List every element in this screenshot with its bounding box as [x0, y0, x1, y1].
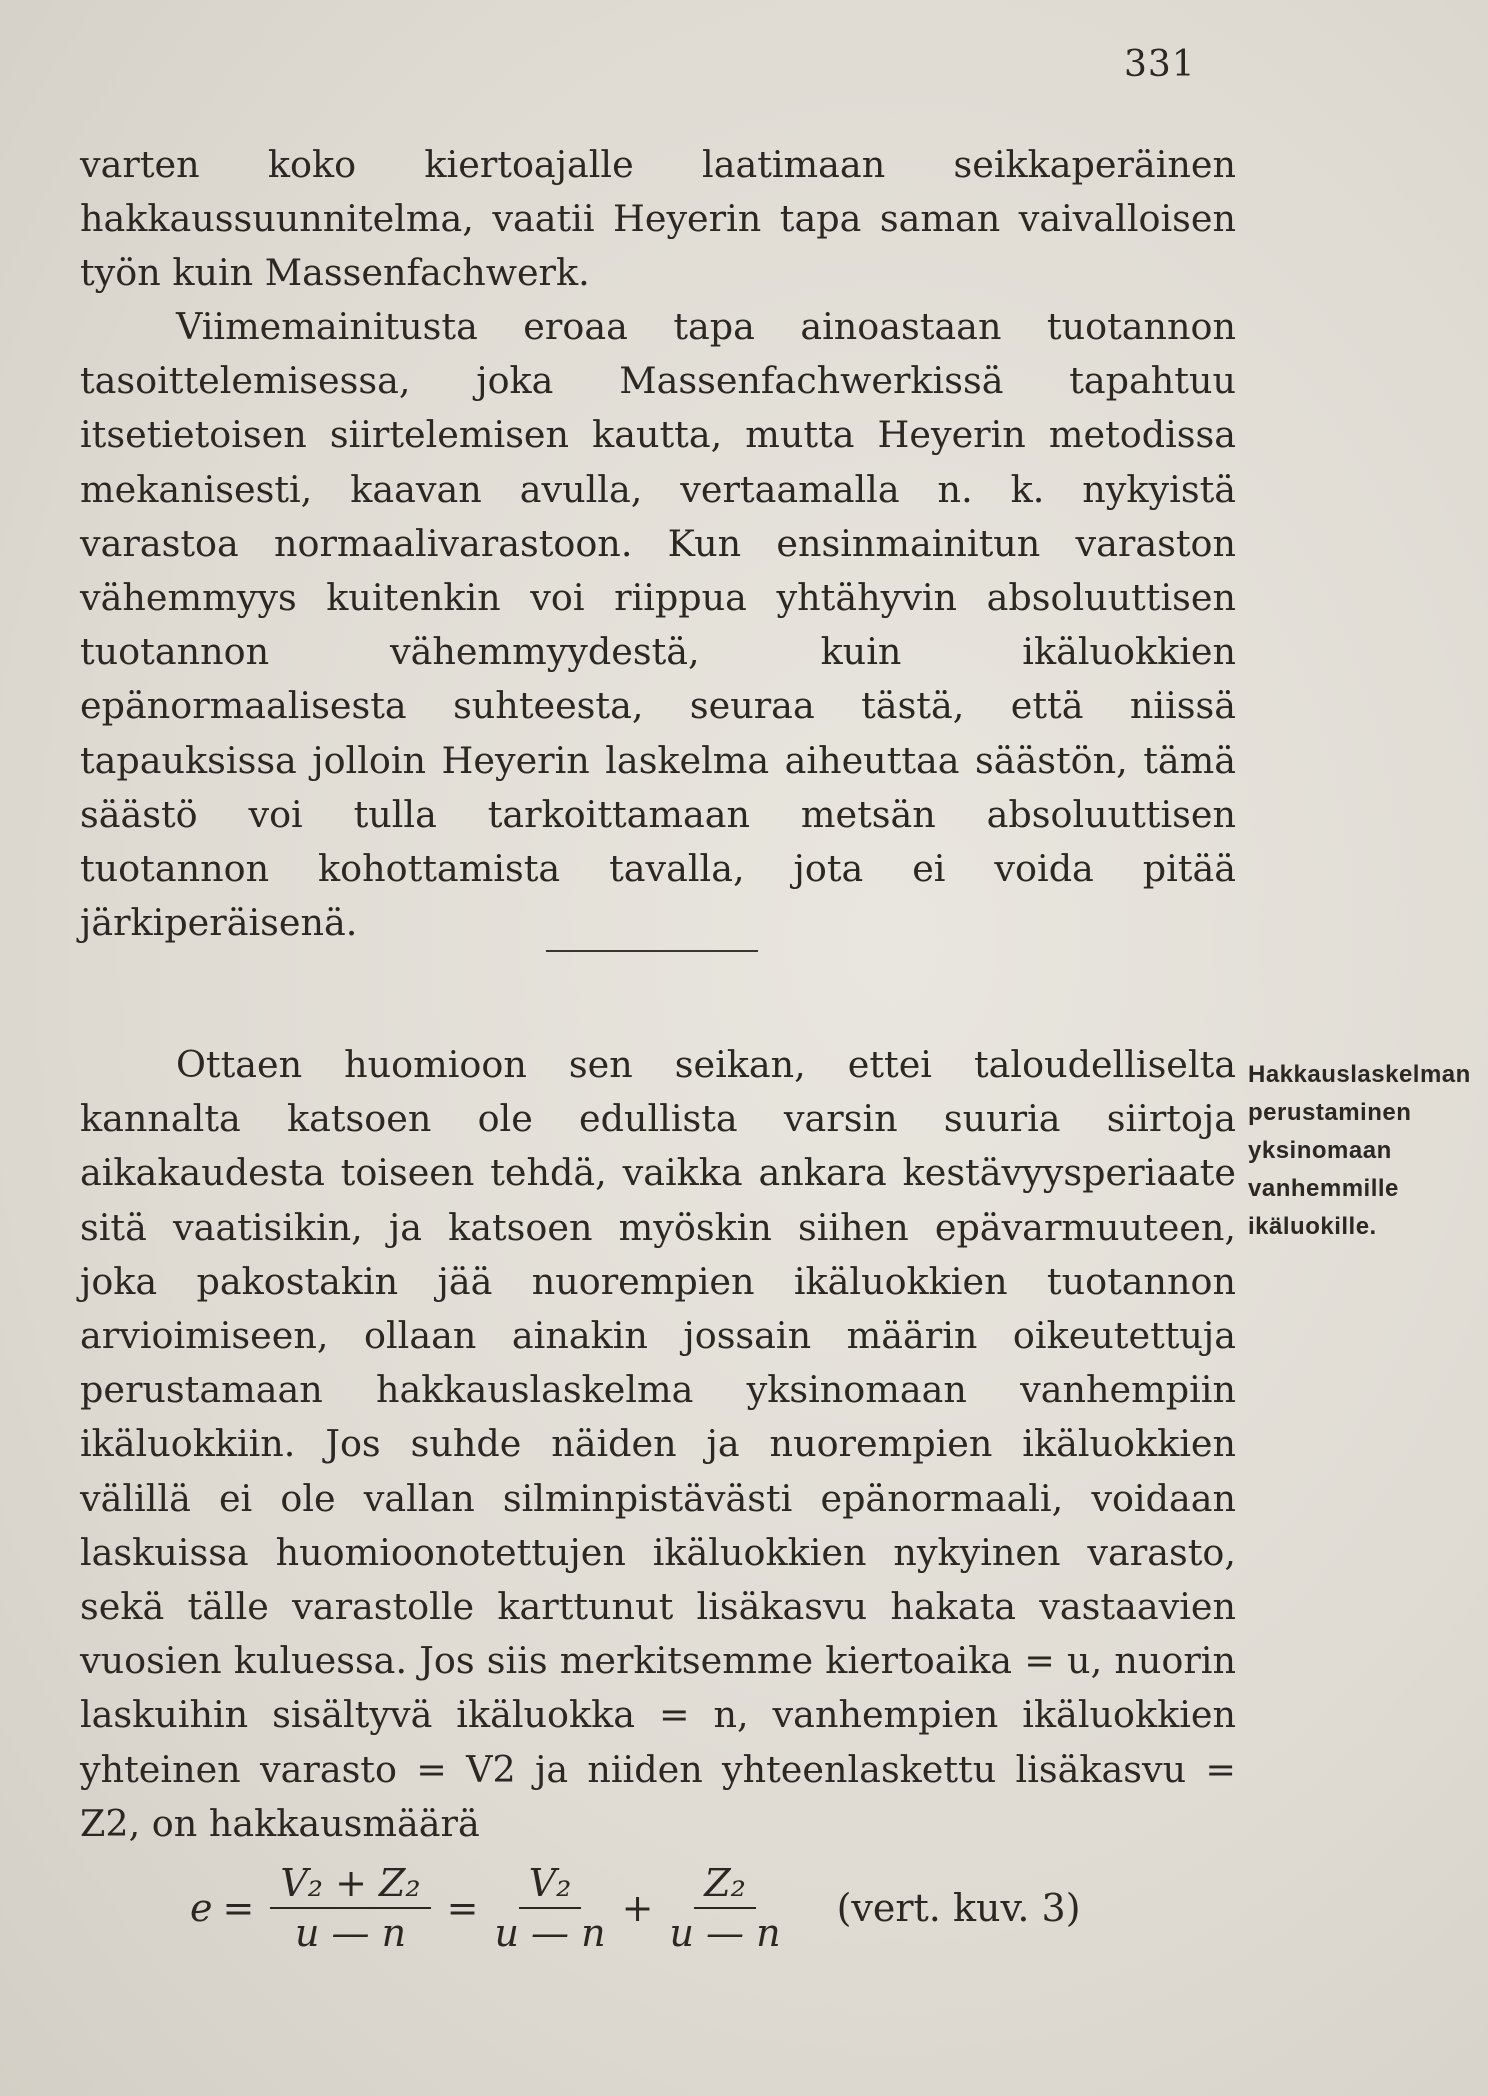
formula-lhs: e [190, 1886, 213, 1930]
formula-equals-2: = [446, 1886, 479, 1930]
formula-reference: (vert. kuv. 3) [836, 1886, 1081, 1930]
fraction-2-denominator: u — n [494, 1911, 606, 1955]
formula-equals-1: = [222, 1886, 255, 1930]
paragraph-2: Viimemainitusta eroaa tapa ainoastaan tuotannon tasoittelemisessa, joka Massenfachwerkissä tapahtuu itsetietoisen siirtelemisen kautta, mutta Heyerin metodissa mekanisesti, kaavan avulla, vertaamalla n. k. nykyistä varastoa normaalivarastoon. Kun ensinmainitun varaston vähemmyys kuitenkin voi riippua yhtähyvin absoluuttisen tuotannon vähemmyydestä, kuin ikäluokkien epänormaalisesta suhteesta, seuraa tästä, että niissä tapauksissa jolloin Heyerin laskelma aiheuttaa säästön, tämä säästö voi tulla tarkoittamaan metsän absoluuttisen tuotannon kohottamista tavalla, jota ei voida pitää järkiperäisenä. [80, 305, 1236, 945]
formula-fraction-3 [669, 1861, 780, 1955]
paragraph-1: varten koko kiertoajalle laatimaan seikkaperäinen hakkaussuunnitelma, vaatii Heyerin tapa saman vaivalloisen työn kuin Massenfachwerk. [80, 143, 1236, 295]
harvest-formula [190, 1858, 1081, 1958]
margin-note: Hakkauslaskelman perustaminen yksinomaan vanhemmille ikäluokille. [1248, 1061, 1471, 1240]
paragraph-3: Ottaen huomioon sen seikan, ettei taloudelliselta kannalta katsoen ole edullista varsin suuria siirtoja aikakaudesta toiseen tehdä, vaikka ankara kestävyysperiaate sitä vaatisikin, ja katsoen myöskin siihen epävarmuuteen, joka pakostakin jää nuorempien ikäluokkien tuotannon arvioimiseen, ollaan ainakin jossain määrin oikeutettuja perustamaan hakkauslaskelma yksinomaan vanhempiin ikäluokkiin. Jos suhde näiden ja nuorempien ikäluokkien välillä ei ole vallan silminpistävästi epänormaali, voidaan laskuissa huomioonotettujen ikäluokkien nykyinen varasto, sekä tälle varastolle karttunut lisäkasvu hakata vastaavien vuosien kuluessa. Jos siis merkitsemme kiertoaika = u, nuorin laskuihin sisältyvä ikäluokka = n, vanhempien ikäluokkien yhteinen varasto = V2 ja niiden yhteenlaskettu lisäkasvu = Z2, on hakkausmäärä [80, 1043, 1236, 1845]
formula-fraction-1 [270, 1861, 430, 1955]
formula-fraction-2 [495, 1861, 606, 1955]
page-number: 331 [1124, 44, 1196, 85]
fraction-3-numerator: Z₂ [694, 1861, 756, 1909]
section-divider [546, 950, 758, 952]
formula-plus: + [621, 1886, 654, 1930]
fraction-1-numerator: V₂ + Z₂ [270, 1861, 430, 1909]
fraction-1-denominator: u — n [294, 1911, 407, 1955]
fraction-3-denominator: u — n [669, 1911, 781, 1955]
fraction-2-numerator: V₂ [519, 1861, 582, 1909]
